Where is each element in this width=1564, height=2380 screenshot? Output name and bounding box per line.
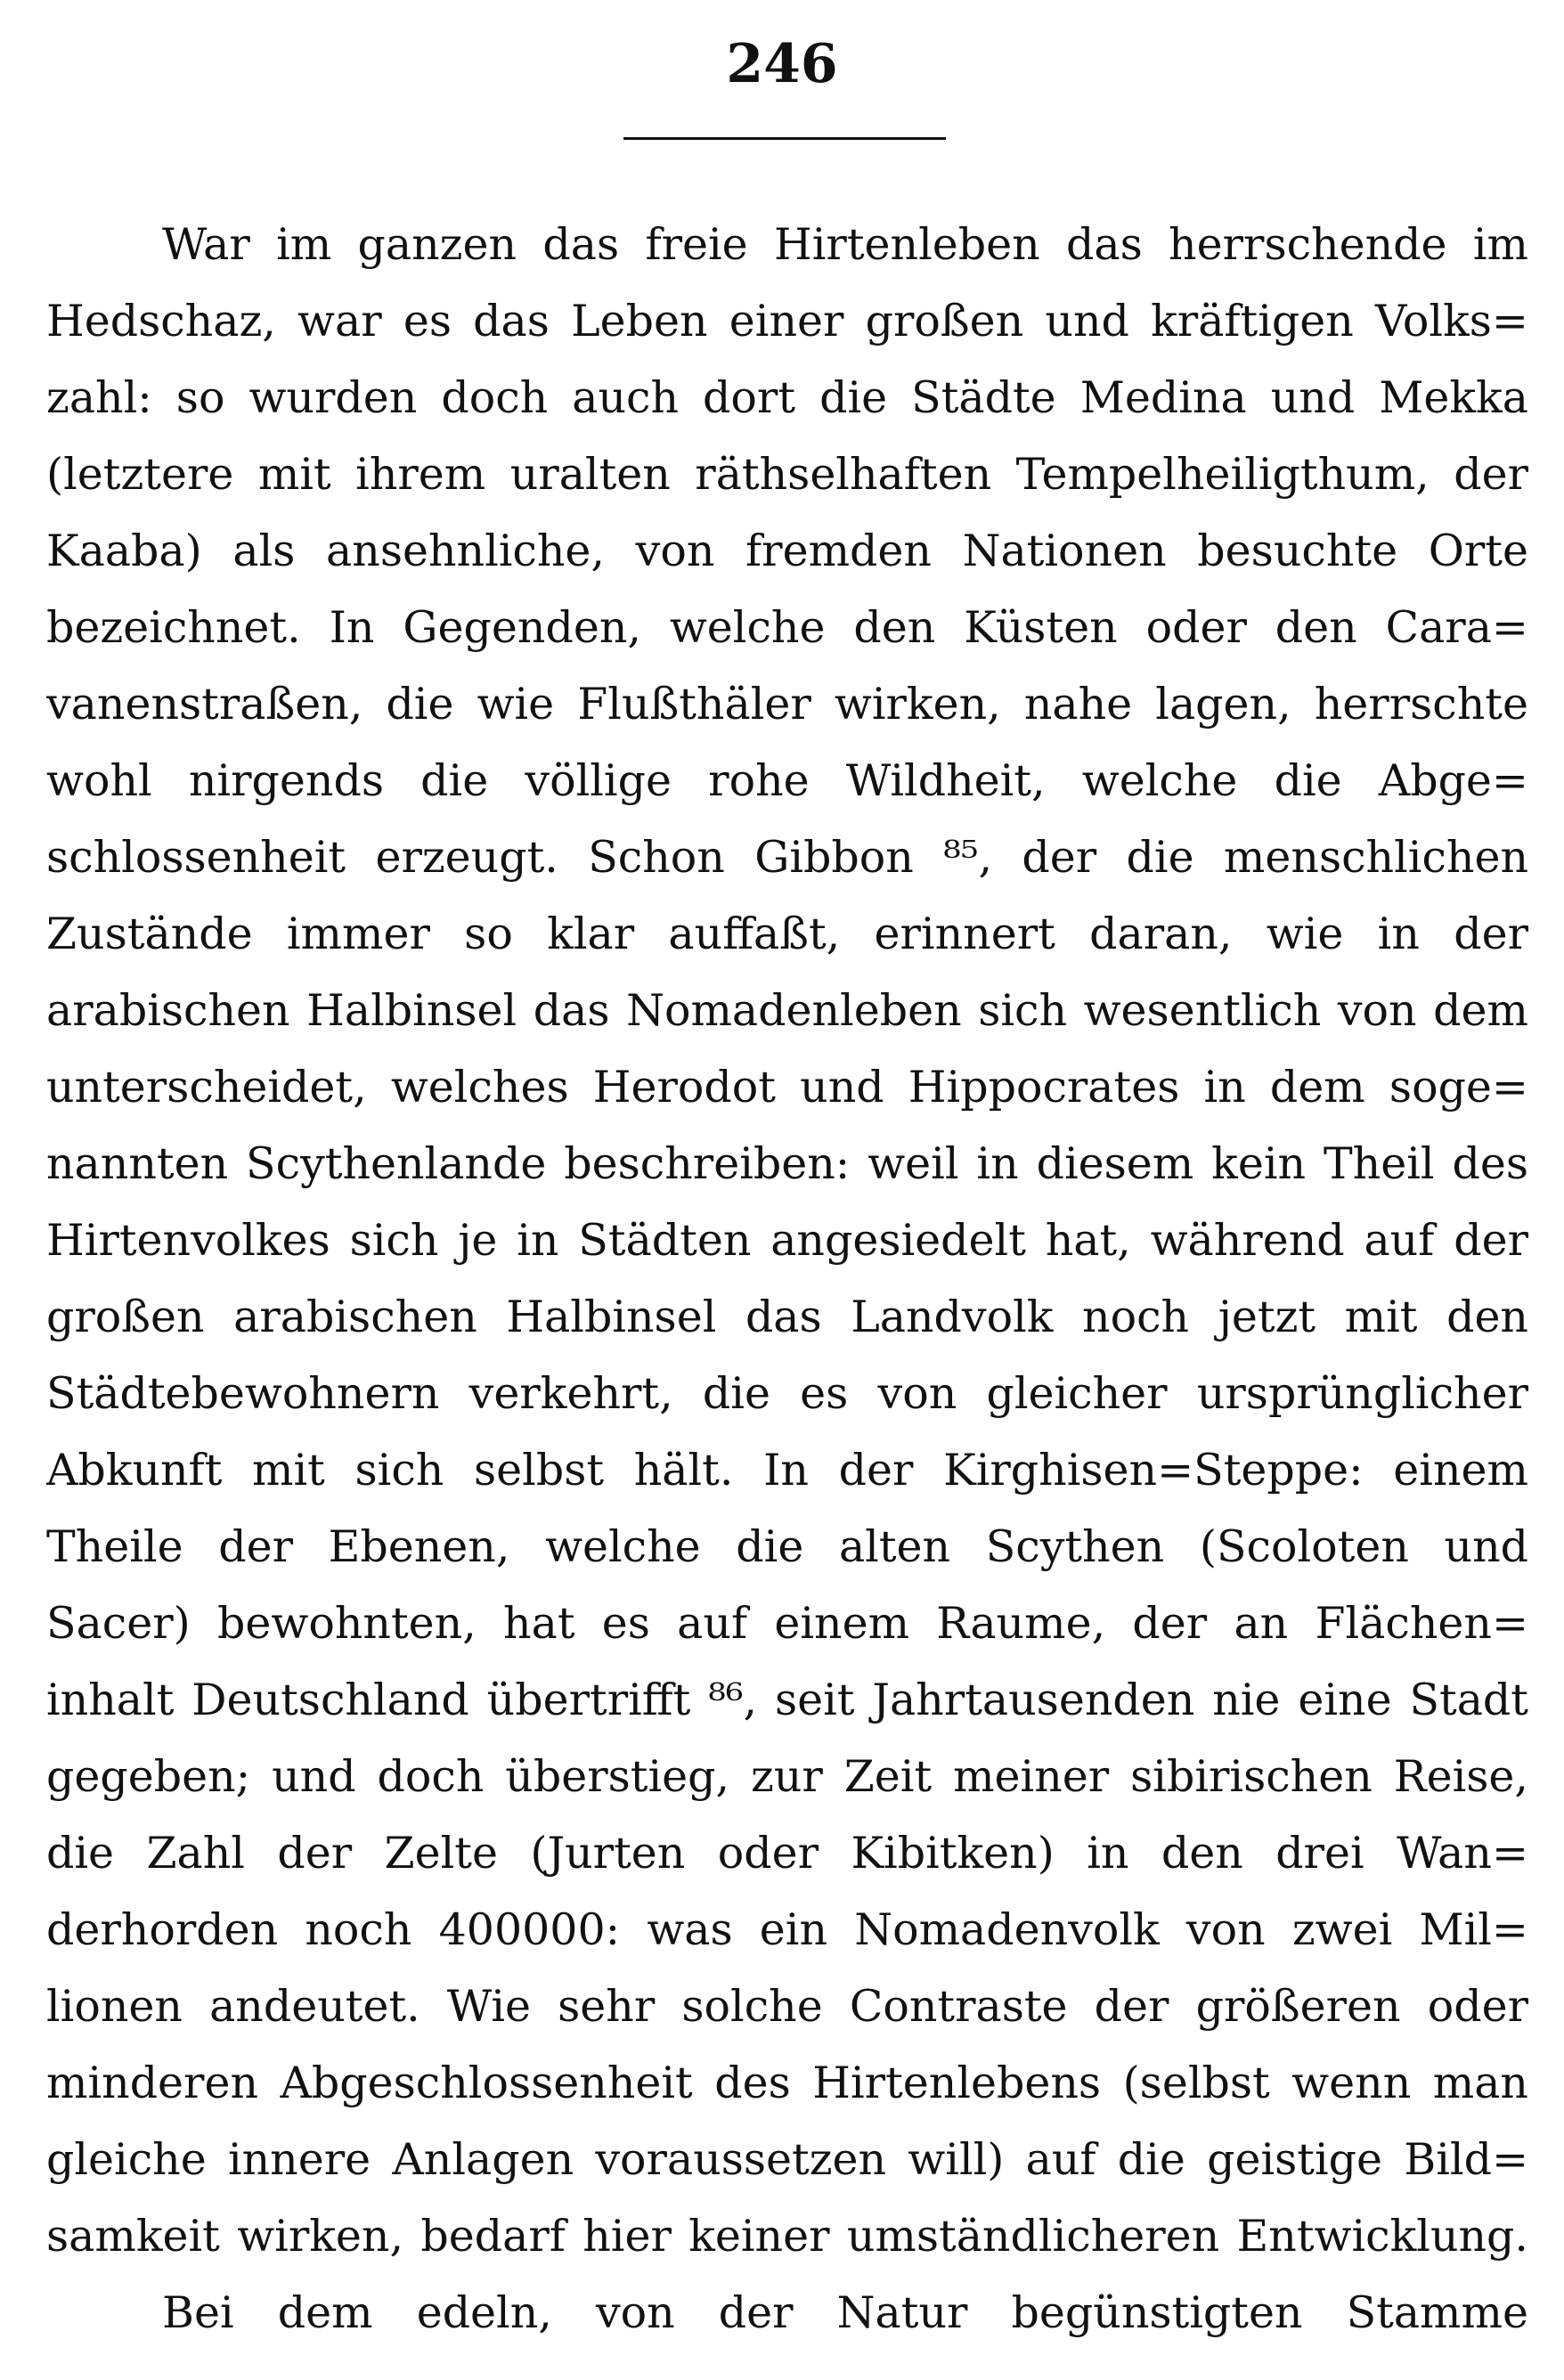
- text-line: unterscheidet, welches Herodot und Hippocrates in dem soge=: [46, 1062, 1528, 1113]
- page-number: 246: [726, 33, 838, 95]
- body-text: [46, 207, 1528, 2351]
- text-line: samkeit wirken, bedarf hier keiner umständlicheren Entwicklung.: [46, 2211, 1528, 2262]
- text-line: zahl: so wurden doch auch dort die Städte Medina und Mekka: [46, 372, 1528, 423]
- text-line: nannten Scythenlande beschreiben: weil in diesem kein Theil des: [46, 1138, 1528, 1189]
- text-line: Bei dem edeln, von der Natur begünstigten Stamme: [162, 2287, 1528, 2338]
- text-line: minderen Abgeschlossenheit des Hirtenlebens (selbst wenn man: [46, 2058, 1528, 2108]
- text-line: die Zahl der Zelte (Jurten oder Kibitken) in den drei Wan=: [46, 1828, 1528, 1879]
- text-line: derhorden noch 400000: was ein Nomadenvolk von zwei Mil=: [46, 1904, 1528, 1955]
- text-line: Theile der Ebenen, welche die alten Scythen (Scoloten und: [46, 1521, 1528, 1572]
- text-line: lionen andeutet. Wie sehr solche Contraste der größeren oder: [46, 1981, 1528, 2032]
- text-line: Kaaba) als ansehnliche, von fremden Nationen besuchte Orte: [46, 526, 1528, 576]
- text-line: Sacer) bewohnten, hat es auf einem Raume, der an Flächen=: [46, 1598, 1528, 1649]
- text-line: inhalt Deutschland übertrifft ⁸⁶, seit Jahrtausenden nie eine Stadt: [46, 1675, 1528, 1725]
- text-line: Hirtenvolkes sich je in Städten angesiedelt hat, während auf der: [46, 1215, 1528, 1266]
- text-line: Zustände immer so klar auffaßt, erinnert daran, wie in der: [46, 909, 1528, 959]
- text-line: großen arabischen Halbinsel das Landvolk noch jetzt mit den: [46, 1292, 1528, 1342]
- text-line: gegeben; und doch überstieg, zur Zeit meiner sibirischen Reise,: [46, 1751, 1528, 1802]
- text-line: bezeichnet. In Gegenden, welche den Küsten oder den Cara=: [46, 602, 1528, 653]
- text-line: vanenstraßen, die wie Flußthäler wirken, nahe lagen, herrschte: [46, 679, 1528, 729]
- header-rule: [623, 137, 946, 140]
- text-line: wohl nirgends die völlige rohe Wildheit, welche die Abge=: [46, 755, 1528, 806]
- text-line: arabischen Halbinsel das Nomadenleben sich wesentlich von dem: [46, 985, 1528, 1036]
- text-line: Abkunft mit sich selbst hält. In der Kirghisen=Steppe: einem: [46, 1445, 1528, 1496]
- text-line: schlossenheit erzeugt. Schon Gibbon ⁸⁵, der die menschlichen: [46, 832, 1528, 883]
- text-line: Hedschaz, war es das Leben einer großen und kräftigen Volks=: [46, 296, 1528, 346]
- text-line: (letztere mit ihrem uralten räthselhaften Tempelheiligthum, der: [46, 449, 1528, 500]
- text-line: War im ganzen das freie Hirtenleben das herrschende im: [162, 219, 1528, 270]
- text-line: gleiche innere Anlagen voraussetzen will) auf die geistige Bild=: [46, 2134, 1528, 2185]
- text-line: Städtebewohnern verkehrt, die es von gleicher ursprünglicher: [46, 1368, 1528, 1419]
